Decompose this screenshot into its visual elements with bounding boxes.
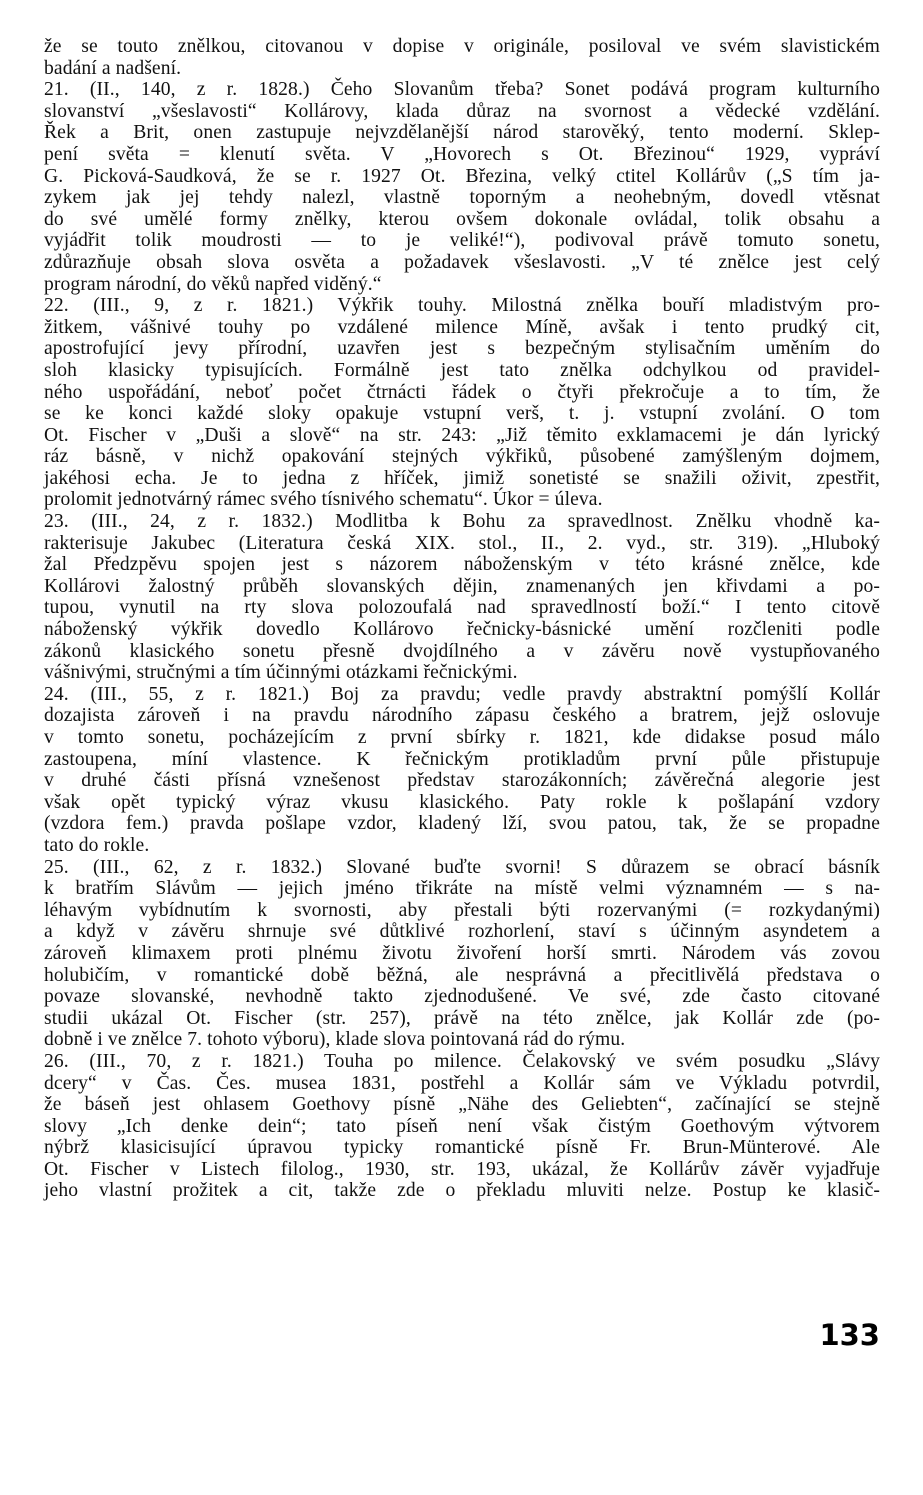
text-line: žitkem, vášnivé touhy po vzdálené milence Míně, avšak i tento prudký cit, xyxy=(44,316,880,338)
text-line: zdůrazňuje obsah slova osvěta a požadavek všeslavosti. „V té znělce jest celý xyxy=(44,251,880,273)
text-line: Ot. Fischer v „Duši a slově“ na str. 243: „Již těmito exklamacemi je dán lyrický xyxy=(44,424,880,446)
text-line: ného uspořádání, neboť počet čtrnácti řádek o čtyři překročuje a to tím, že xyxy=(44,381,880,403)
body-text xyxy=(44,36,880,1202)
text-line: do své umělé formy znělky, kterou ovšem dokonale ovládal, tolik obsahu a xyxy=(44,208,880,230)
text-line: povaze slovanské, nevhodně takto zjednodušené. Ve své, zde často citované xyxy=(44,986,880,1008)
text-line: Kollárovi žalostný průběh slovanských dějin, znamenaných jen křivdami a po- xyxy=(44,575,880,597)
text-line: Ot. Fischer v Listech filolog., 1930, str. 193, ukázal, že Kollárův závěr vyjadřuje xyxy=(44,1158,880,1180)
text-line: 26. (III., 70, z r. 1821.) Touha po milence. Čelakovský ve svém posudku „Slávy xyxy=(44,1050,880,1072)
text-line: dozajista zároveň i na pravdu národního zápasu českého a bratrem, jejž oslovuje xyxy=(44,705,880,727)
text-line: k bratřím Slávům — jejich jméno třikráte na místě velmi významném — s na- xyxy=(44,878,880,900)
text-line: slovanství „všeslavosti“ Kollárovy, klada důraz na svornost a vědecké vzdělání. xyxy=(44,100,880,122)
text-line: v tomto sonetu, pocházejícím z první sbírky r. 1821, kde didakse posud málo xyxy=(44,727,880,748)
text-line: ráz básně, v nichž opakování stejných výkřiků, působené zamýšleným dojmem, xyxy=(44,446,880,468)
text-line: žal Předzpěvu spojen jest s názorem náboženským v této krásné znělce, kde xyxy=(44,554,880,576)
text-line: vyjádřit tolik moudrosti — to je veliké!“), podivoval právě tomuto sonetu, xyxy=(44,230,880,252)
text-line: studii ukázal Ot. Fischer (str. 257), právě na této znělce, jak Kollár zde (po- xyxy=(44,1007,880,1029)
text-line: 21. (II., 140, z r. 1828.) Čeho Slovanům třeba? Sonet podává program kulturního xyxy=(44,79,880,101)
text-line: (vzdora fem.) pravda pošlape vzdor, kladený lží, svou patou, tak, že se propadne xyxy=(44,813,880,835)
text-line: 23. (III., 24, z r. 1832.) Modlitba k Bohu za spravedlnost. Znělku vhodně ka- xyxy=(44,511,880,533)
text-line: že se touto znělkou, citovanou v dopise v originále, posiloval ve svém slavistickém xyxy=(44,36,880,57)
text-line: dcery“ v Čas. Čes. musea 1831, postřehl a Kollár sám ve Výkladu potvrdil, xyxy=(44,1072,880,1094)
text-line: G. Picková-Saudková, že se r. 1927 Ot. Březina, velký ctitel Kollárův („S tím ja- xyxy=(44,165,880,187)
text-line: a když v závěru shrnuje své důtklivé rozhorlení, staví s účinným asyndetem a xyxy=(44,921,880,943)
text-line: zákonů klasického sonetu přesně dvojdílného a v závěru nově vystupňovaného xyxy=(44,640,880,662)
text-line: sloh klasicky typisujících. Formálně jest tato znělka odchylkou od pravidel- xyxy=(44,359,880,381)
book-page xyxy=(44,36,880,1352)
text-line: tato do rokle. xyxy=(44,834,150,856)
text-line: prolomit jednotvárný rámec svého tísnivého schematu“. Úkor = úleva. xyxy=(44,489,603,511)
text-line: zastoupena, míní vlastence. K řečnickým protikladům první půle přistupuje xyxy=(44,748,880,770)
text-line: jeho vlastní prožitek a cit, takže zde o překladu mluviti nelze. Postup ke klasič- xyxy=(44,1180,880,1202)
page-number: 133 xyxy=(819,1318,880,1352)
text-line: zykem jak jej tehdy nalezl, vlastně toporným a neohebným, dovedl vtěsnat xyxy=(44,187,880,209)
text-line: 24. (III., 55, z r. 1821.) Boj za pravdu; vedle pravdy abstraktní pomýšlí Kollár xyxy=(44,683,880,705)
text-line: 22. (III., 9, z r. 1821.) Výkřik touhy. Milostná znělka bouří mladistvým pro- xyxy=(44,295,880,317)
text-line: program národní, do věků napřed viděný.“ xyxy=(44,273,382,295)
text-line: že báseň jest ohlasem Goethovy písně „Nähe des Geliebten“, začínající se stejně xyxy=(44,1094,880,1116)
text-line: badání a nadšení. xyxy=(44,57,182,79)
text-line: léhavým vybídnutím k svornosti, aby přestali býti rozervanými (= rozkydanými) xyxy=(44,899,880,921)
text-line: se ke konci každé sloky opakuje vstupní verš, t. j. vstupní zvolání. O tom xyxy=(44,403,880,425)
text-line: náboženský výkřik dovedlo Kollárovo řečnicky-básnické umění rozčleniti podle xyxy=(44,619,880,641)
text-line: apostrofující jevy přírodní, uzavřen jest s bezpečným stylisačním uměním do xyxy=(44,338,880,360)
text-line: nýbrž klasicisující úpravou typicky romantické písně Fr. Brun-Münterové. Ale xyxy=(44,1137,880,1159)
text-line: dobně i ve znělce 7. tohoto výboru), klade slova pointovaná rád do rýmu. xyxy=(44,1029,626,1051)
text-line: však opět typický výraz vkusu klasického. Paty rokle k pošlapání vzdory xyxy=(44,791,880,813)
text-line: v druhé části přísná vznešenost představ starozákonních; závěrečná alegorie jest xyxy=(44,770,880,792)
text-line: tupou, vynutil na rty slova polozoufalá nad spravedlností boží.“ I tento citově xyxy=(44,597,880,619)
text-line: rakterisuje Jakubec (Literatura česká XIX. stol., II., 2. vyd., str. 319). „Hluboký xyxy=(44,532,880,554)
text-line: jakéhosi echa. Je to jedna z hříček, jimiž sonetisté se snažili oživit, zpestřit, xyxy=(44,467,880,489)
text-line: vášnivými, stručnými a tím účinnými otázkami řečnickými. xyxy=(44,662,518,684)
text-line: Řek a Brit, onen zastupuje nejvzdělanější národ starověký, tento moderní. Sklep- xyxy=(44,122,880,144)
text-line: pení světa = klenutí světa. V „Hovorech s Ot. Březinou“ 1929, vypráví xyxy=(44,143,880,165)
text-line: 25. (III., 62, z r. 1832.) Slované buďte svorni! S důrazem se obrací básník xyxy=(44,856,880,878)
text-line: holubičím, v romantické době běžná, ale nesprávná a přecitlivělá představa o xyxy=(44,964,880,986)
text-line: zároveň klimaxem proti plnému životu živoření horší smrti. Národem vás zovou xyxy=(44,942,880,964)
text-line: slovy „Ich denke dein“; tato píseň není však čistým Goethovým výtvorem xyxy=(44,1115,880,1137)
